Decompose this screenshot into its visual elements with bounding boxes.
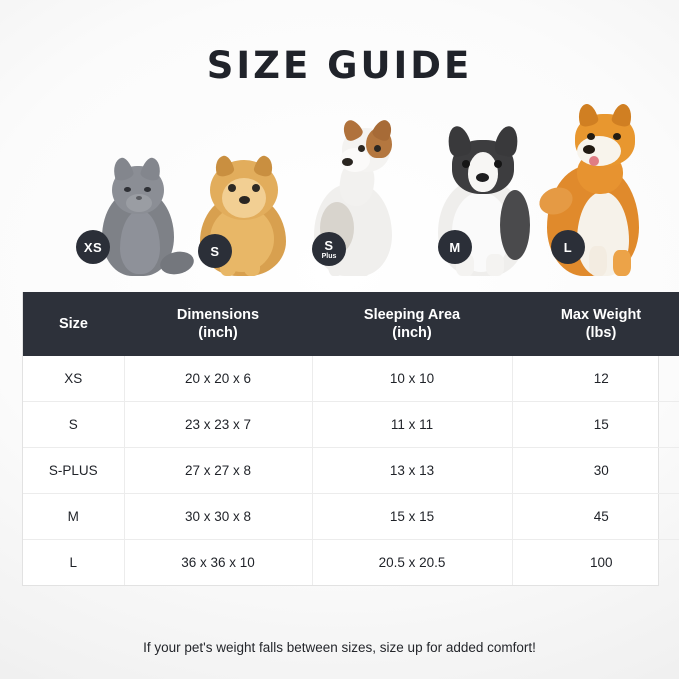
header-max-weight	[512, 292, 679, 356]
header-weight-line2: (lbs)	[585, 325, 617, 342]
badge-l	[551, 230, 585, 264]
cell-dimensions: 27 x 27 x 8	[124, 448, 312, 494]
animal-shiba-inu-l	[533, 98, 653, 276]
cell-size: L	[23, 540, 124, 586]
cell-max-weight: 45	[512, 494, 679, 540]
badge-sub-label: Plus	[321, 252, 337, 260]
badge-label: S	[324, 237, 334, 253]
cell-size: S-PLUS	[23, 448, 124, 494]
header-sleeping-line2: (inch)	[392, 325, 432, 342]
header-sleeping-line1: Sleeping Area	[363, 307, 461, 323]
header-sleeping-area	[312, 292, 512, 356]
header-dimensions-line2: (inch)	[198, 325, 238, 342]
table-header-row	[23, 292, 679, 356]
cell-max-weight: 30	[512, 448, 679, 494]
badge-m	[438, 230, 472, 264]
table-header	[23, 292, 679, 356]
footnote: If your pet's weight falls between sizes, size up for added comfort!	[143, 640, 536, 655]
badge-s	[198, 234, 232, 268]
badge-label: XS	[83, 239, 103, 255]
header-dimensions	[124, 292, 312, 356]
cell-size: M	[23, 494, 124, 540]
table-row	[23, 356, 679, 402]
cell-sleeping-area: 13 x 13	[312, 448, 512, 494]
cell-size: S	[23, 402, 124, 448]
badge-label: S	[210, 243, 220, 259]
cell-size: XS	[23, 356, 124, 402]
cell-dimensions: 30 x 30 x 8	[124, 494, 312, 540]
header-weight-line1: Max Weight	[560, 307, 642, 323]
badge-label: M	[449, 239, 461, 255]
badge-xs	[76, 230, 110, 264]
animal-jack-russell-s-plus	[296, 111, 416, 276]
table-body	[23, 356, 679, 585]
table-row	[23, 448, 679, 494]
cell-dimensions: 36 x 36 x 10	[124, 540, 312, 586]
cell-max-weight: 12	[512, 356, 679, 402]
badge-s-plus	[312, 232, 346, 266]
size-table-container	[22, 292, 659, 586]
animal-pomeranian-s	[178, 141, 303, 276]
size-table	[23, 292, 679, 585]
cell-sleeping-area: 20.5 x 20.5	[312, 540, 512, 586]
badge-label: L	[563, 239, 573, 255]
cell-sleeping-area: 15 x 15	[312, 494, 512, 540]
cell-sleeping-area: 10 x 10	[312, 356, 512, 402]
page-title: SIZE GUIDE	[206, 44, 473, 87]
header-dimensions-line1: Dimensions	[176, 307, 260, 323]
cell-max-weight: 100	[589, 555, 613, 571]
header-size-line1: Size	[58, 316, 88, 333]
table-row	[23, 402, 679, 448]
table-row	[23, 494, 679, 540]
header-size	[23, 292, 124, 356]
animal-illustration-row	[28, 96, 651, 276]
cell-sleeping-area: 11 x 11	[312, 402, 512, 448]
cell-dimensions: 23 x 23 x 7	[124, 402, 312, 448]
cell-max-weight: 15	[512, 402, 679, 448]
cell-dimensions: 20 x 20 x 6	[124, 356, 312, 402]
table-row	[23, 540, 679, 586]
animal-french-bulldog-m	[416, 116, 546, 276]
